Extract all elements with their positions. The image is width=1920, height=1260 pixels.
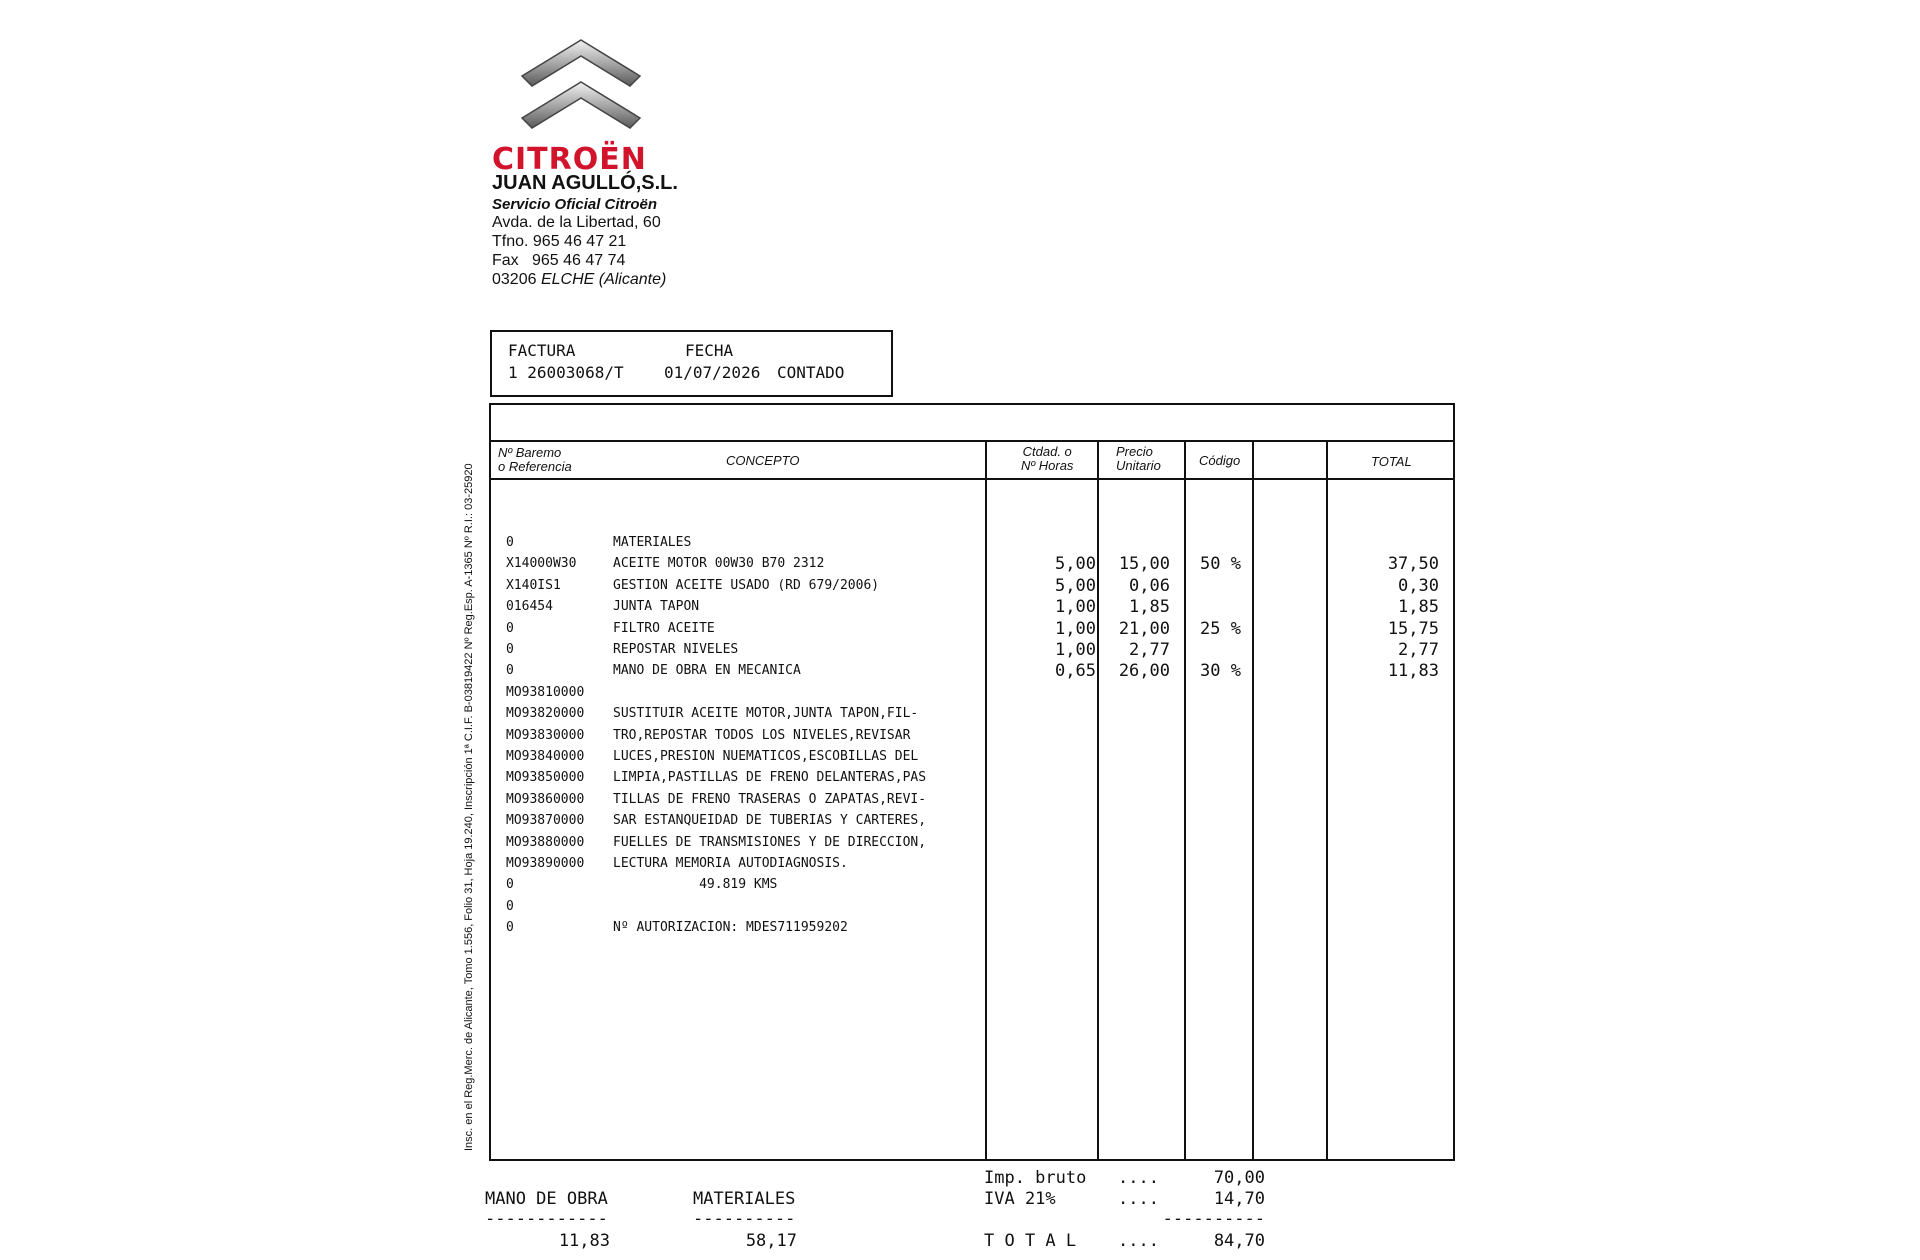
col-header-price	[1116, 445, 1161, 473]
row-ref: MO93850000	[506, 770, 585, 786]
row-concept: SAR ESTANQUEIDAD DE TUBERIAS Y CARTERES,	[613, 813, 927, 829]
col-header-qty-line2: Nº Horas	[1021, 458, 1074, 473]
table-row	[491, 596, 1453, 617]
materials-label: MATERIALES	[693, 1189, 796, 1209]
iva-label: IVA 21%	[984, 1189, 1056, 1209]
materials-value: 58,17	[745, 1231, 797, 1251]
postal-city	[492, 270, 666, 289]
col-header-price-line2: Unitario	[1116, 458, 1161, 473]
row-ref: MO93860000	[506, 791, 585, 807]
row-concept: LIMPIA,PASTILLAS DE FRENO DELANTERAS,PAS	[613, 770, 927, 786]
header-bottom-rule	[491, 478, 1453, 480]
row-code: 30 %	[1200, 661, 1241, 682]
table-row	[491, 725, 1453, 746]
invoice-date: 01/07/2026	[664, 363, 761, 382]
row-qty: 1,00	[1055, 597, 1096, 618]
table-row	[491, 853, 1453, 874]
bruto-label: Imp. bruto	[984, 1168, 1087, 1188]
table-row	[491, 660, 1453, 681]
table-row	[491, 532, 1453, 553]
row-ref: 0	[506, 620, 514, 636]
total-label: T O T A L	[984, 1231, 1077, 1251]
materials-dashes: ----------	[693, 1209, 796, 1229]
total-dashes: ----------	[1162, 1209, 1265, 1229]
row-concept: LECTURA MEMORIA AUTODIAGNOSIS.	[613, 856, 848, 871]
bruto-dots: ....	[1118, 1168, 1159, 1188]
row-ref: MO93810000	[506, 684, 585, 700]
row-concept: FILTRO ACEITE	[613, 620, 715, 636]
row-qty: 1,00	[1055, 640, 1096, 660]
row-price: 1,85	[1129, 597, 1170, 618]
row-ref: 0	[506, 877, 514, 893]
table-row	[491, 618, 1453, 639]
iva-dots: ....	[1118, 1189, 1159, 1209]
row-ref: MO93840000	[506, 749, 585, 764]
bruto-value: 70,00	[1213, 1168, 1265, 1188]
address: Avda. de la Libertad, 60	[492, 214, 661, 231]
postal-code: 03206	[492, 271, 537, 288]
row-concept: MATERIALES	[613, 535, 692, 550]
table-row	[491, 553, 1453, 574]
row-code: 50 %	[1200, 554, 1241, 575]
phone: Tfno. 965 46 47 21	[492, 233, 627, 250]
row-ref: MO93890000	[506, 856, 585, 871]
col-header-total: TOTAL	[1371, 454, 1412, 469]
city: ELCHE (Alicante)	[540, 271, 667, 288]
fecha-label: FECHA	[685, 341, 734, 360]
table-row	[491, 767, 1453, 788]
row-ref: MO93830000	[506, 727, 585, 743]
table-row	[491, 575, 1453, 596]
row-price: 26,00	[1118, 661, 1170, 682]
row-concept: SUSTITUIR ACEITE MOTOR,JUNTA TAPON,FIL-	[613, 706, 919, 722]
citroen-chevrons-logo	[520, 38, 642, 138]
row-qty: 1,00	[1055, 618, 1096, 639]
company-name: JUAN AGULLÓ,S.L.	[492, 172, 678, 194]
row-total: 37,50	[1387, 554, 1439, 575]
row-price: 21,00	[1118, 618, 1170, 639]
col-header-code: Código	[1199, 453, 1241, 468]
row-qty: 0,65	[1055, 661, 1096, 682]
service-label: Servicio Oficial Citroën	[492, 196, 658, 213]
table-row	[491, 896, 1453, 917]
row-total: 15,75	[1387, 618, 1439, 639]
row-ref: X14000W30	[506, 556, 577, 572]
row-total: 0,30	[1398, 575, 1439, 596]
row-concept: GESTION ACEITE USADO (RD 679/2006)	[613, 577, 880, 593]
col-header-ref-line2: o Referencia	[498, 459, 572, 474]
col-header-ref-line1: Nº Baremo	[498, 445, 562, 460]
row-concept: Nº AUTORIZACION: MDES711959202	[613, 920, 848, 936]
row-ref: 0	[506, 535, 514, 550]
row-price: 2,77	[1129, 640, 1170, 660]
payment-method: CONTADO	[777, 363, 845, 382]
row-ref: 0	[506, 663, 514, 679]
row-price: 15,00	[1118, 554, 1170, 575]
table-row	[491, 746, 1453, 767]
row-concept: MANO DE OBRA EN MECANICA	[613, 663, 801, 679]
row-ref: MO93880000	[506, 834, 585, 850]
table-row	[491, 810, 1453, 831]
table-row	[491, 832, 1453, 853]
row-ref: 0	[506, 920, 514, 936]
row-total: 2,77	[1398, 640, 1439, 660]
col-header-concept: CONCEPTO	[726, 453, 800, 468]
row-qty: 5,00	[1055, 575, 1096, 596]
registry-text: Insc. en el Reg.Merc. de Alicante, Tomo 1.556, Folio 31, Hoja 19.240, Inscripción 1ª C.I.F. B-03819422 Nº Reg.Esp. A-1365 Nº R.I.: 03-25920	[463, 463, 475, 1151]
row-ref: 0	[506, 898, 514, 914]
invoice-lines-table	[489, 403, 1455, 1161]
row-concept: 49.819 KMS	[613, 877, 778, 893]
row-ref: 0	[506, 642, 514, 657]
row-ref: MO93820000	[506, 706, 585, 722]
labor-label: MANO DE OBRA	[485, 1189, 608, 1209]
brand-name: CITROËN	[492, 142, 647, 177]
table-row	[491, 874, 1453, 895]
invoice-number: 1 26003068/T	[508, 363, 624, 382]
row-concept: FUELLES DE TRANSMISIONES Y DE DIRECCION,	[613, 834, 927, 850]
fax: Fax 965 46 47 74	[492, 252, 626, 269]
iva-value: 14,70	[1213, 1189, 1265, 1209]
row-concept: JUNTA TAPON	[613, 599, 700, 615]
row-total: 11,83	[1387, 661, 1439, 682]
invoice-box	[490, 330, 893, 397]
row-concept: TILLAS DE FRENO TRASERAS O ZAPATAS,REVI-	[613, 791, 927, 807]
row-ref: 016454	[506, 599, 553, 615]
row-ref: X140IS1	[506, 577, 561, 593]
table-row	[491, 703, 1453, 724]
table-row	[491, 682, 1453, 703]
row-code: 25 %	[1200, 618, 1241, 639]
row-concept: TRO,REPOSTAR TODOS LOS NIVELES,REVISAR	[613, 727, 911, 743]
table-row	[491, 789, 1453, 810]
row-concept: LUCES,PRESION NUEMATICOS,ESCOBILLAS DEL	[613, 749, 919, 764]
col-header-qty	[1021, 445, 1073, 473]
header-top-rule	[491, 440, 1453, 442]
row-total: 1,85	[1398, 597, 1439, 618]
labor-value: 11,83	[558, 1231, 610, 1251]
table-row	[491, 639, 1453, 660]
row-qty: 5,00	[1055, 554, 1096, 575]
row-concept: ACEITE MOTOR 00W30 B70 2312	[613, 556, 825, 572]
col-header-price-line1: Precio	[1116, 444, 1153, 459]
row-concept: REPOSTAR NIVELES	[613, 642, 739, 657]
table-row	[491, 917, 1453, 938]
total-value: 84,70	[1213, 1231, 1265, 1251]
row-ref: MO93870000	[506, 813, 585, 829]
col-header-ref	[498, 446, 572, 474]
total-dots: ....	[1118, 1231, 1159, 1251]
col-header-qty-line1: Ctdad. o	[1022, 444, 1072, 459]
row-price: 0,06	[1129, 575, 1170, 596]
factura-label: FACTURA	[508, 341, 576, 360]
labor-dashes: ------------	[485, 1209, 608, 1229]
